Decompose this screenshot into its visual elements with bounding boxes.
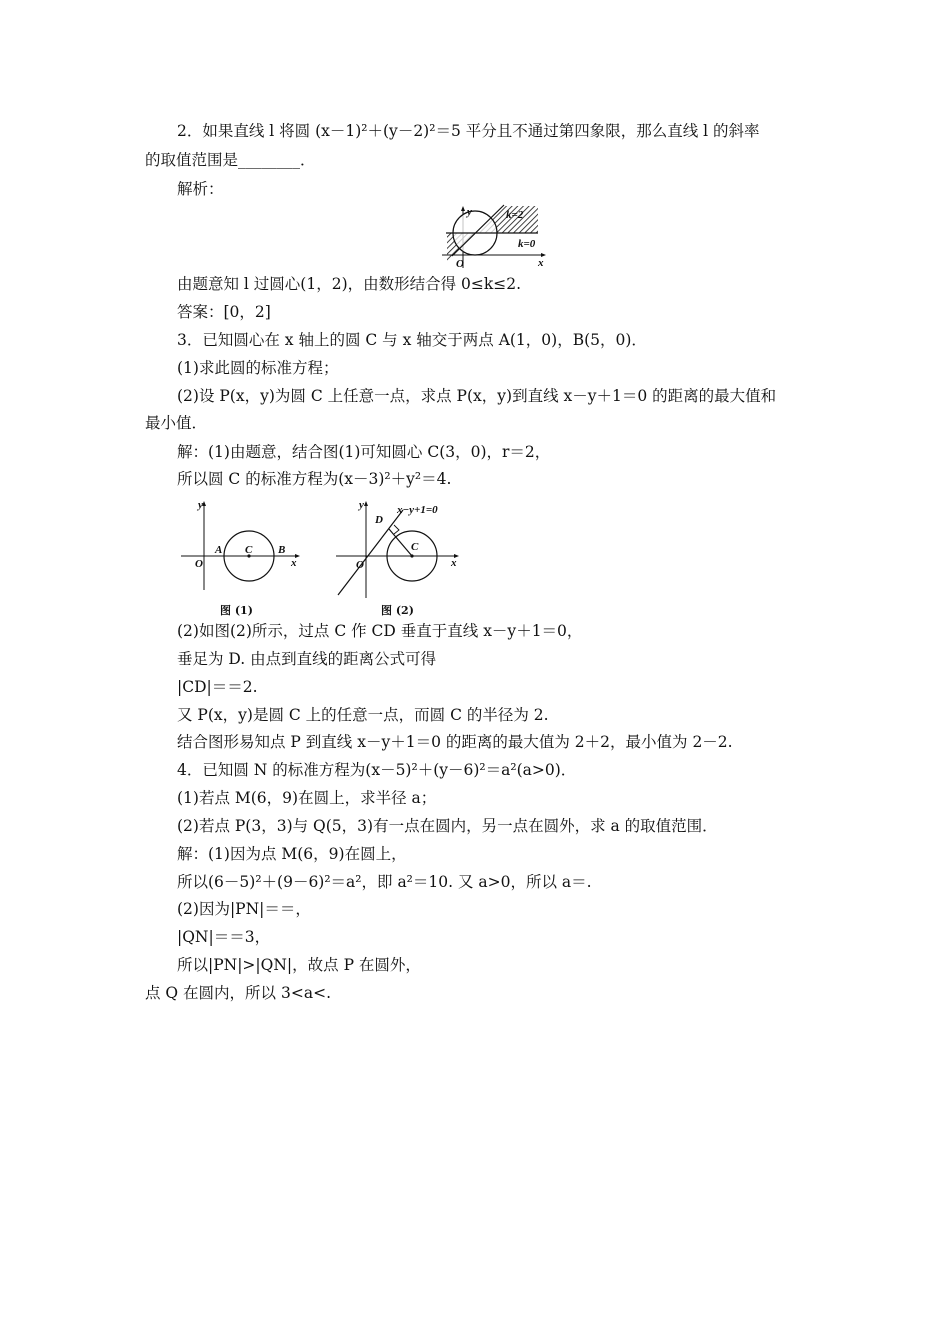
- y-label: y: [467, 206, 472, 218]
- problem-4-part-1: (1)若点 M(6，9)在圆上，求半径 a；: [177, 789, 437, 807]
- figure-2-caption: 图 (2): [381, 604, 414, 617]
- figure-1-caption: 图 (1): [220, 604, 253, 617]
- solution-3-line-7: 结合图形易知点 P 到直线 x－y＋1＝0 的距离的最大值为 2＋2，最小值为 2－2.: [177, 733, 733, 751]
- problem-4-part-2: (2)若点 P(3，3)与 Q(5，3)有一点在圆内，另一点在圆外，求 a 的取值范围．: [177, 817, 718, 835]
- point-a-label: A: [215, 544, 223, 556]
- solution-4-line-4: |QN|＝＝3，: [177, 928, 271, 946]
- line-equation-label: x−y+1=0: [397, 504, 438, 516]
- solution-4-line-1: 解：(1)因为点 M(6，9)在圆上，: [177, 845, 407, 863]
- point-c-label: C: [245, 544, 253, 556]
- solution-3-line-6: 又 P(x，y)是圆 C 上的任意一点，而圆 C 的半径为 2.: [177, 706, 549, 724]
- solution-3-line-4: 垂足为 D. 由点到直线的距离公式可得: [177, 650, 437, 668]
- figure-2: [333, 498, 463, 620]
- problem-3-statement: 3．已知圆心在 x 轴上的圆 C 与 x 轴交于两点 A(1，0)，B(5，0)．: [177, 331, 647, 349]
- x-label: x: [291, 557, 297, 569]
- problem-2-line-2: 的取值范围是________．: [145, 151, 316, 169]
- k0-label: k=0: [518, 238, 536, 250]
- analysis-heading: 解析：: [177, 180, 224, 198]
- problem-4-statement: 4．已知圆 N 的标准方程为(x－5)²＋(y－6)²＝a²(a>0)．: [177, 761, 577, 779]
- point-c-label: C: [411, 541, 419, 553]
- y-label: y: [359, 499, 364, 511]
- solution-3-line-1: 解：(1)由题意，结合图(1)可知圆心 C(3，0)，r＝2，: [177, 443, 551, 461]
- solution-3-line-2: 所以圆 C 的标准方程为(x－3)²＋y²＝4.: [177, 470, 452, 488]
- right-angle-mark: [394, 525, 399, 534]
- solution-3-line-5: |CD|＝＝2.: [177, 678, 258, 696]
- y-label: y: [198, 499, 203, 511]
- solution-3-line-3: (2)如图(2)所示，过点 C 作 CD 垂直于直线 x－y＋1＝0，: [177, 622, 583, 640]
- figure-slope-range: [440, 204, 550, 270]
- x-label: x: [451, 557, 457, 569]
- figure-1: [178, 498, 304, 620]
- analysis-text: 由题意知 l 过圆心(1，2)，由数形结合得 0≤k≤2.: [177, 275, 522, 293]
- point-d-label: D: [375, 514, 383, 526]
- point-b-label: B: [278, 544, 286, 556]
- solution-4-line-6: 点 Q 在圆内，所以 3<a<.: [145, 984, 331, 1002]
- x-label: x: [538, 257, 544, 269]
- problem-3-part-1: (1)求此圆的标准方程；: [177, 359, 339, 377]
- segment-cd: [389, 529, 412, 556]
- solution-4-line-2: 所以(6－5)²＋(9－6)²＝a²，即 a²＝10. 又 a>0，所以 a＝.: [177, 873, 592, 891]
- answer-text: 答案：[0，2]: [177, 303, 271, 321]
- solution-4-line-5: 所以|PN|>|QN|，故点 P 在圆外，: [177, 956, 421, 974]
- origin-label: O: [456, 258, 464, 270]
- origin-label: O: [356, 559, 364, 571]
- problem-3-part-2-line-2: 最小值．: [145, 414, 208, 432]
- k2-label: k=2: [506, 209, 524, 221]
- problem-3-part-2-line-1: (2)设 P(x，y)为圆 C 上任意一点，求点 P(x，y)到直线 x－y＋1＝0 的距离的最大值和: [177, 387, 777, 405]
- problem-2-line-1: 2．如果直线 l 将圆 (x－1)²＋(y－2)²＝5 平分且不通过第四象限，那么直线 l 的斜率: [177, 122, 760, 140]
- line-x-y-plus-1: [338, 510, 403, 595]
- origin-label: O: [195, 558, 203, 570]
- solution-4-line-3: (2)因为|PN|＝＝，: [177, 900, 311, 918]
